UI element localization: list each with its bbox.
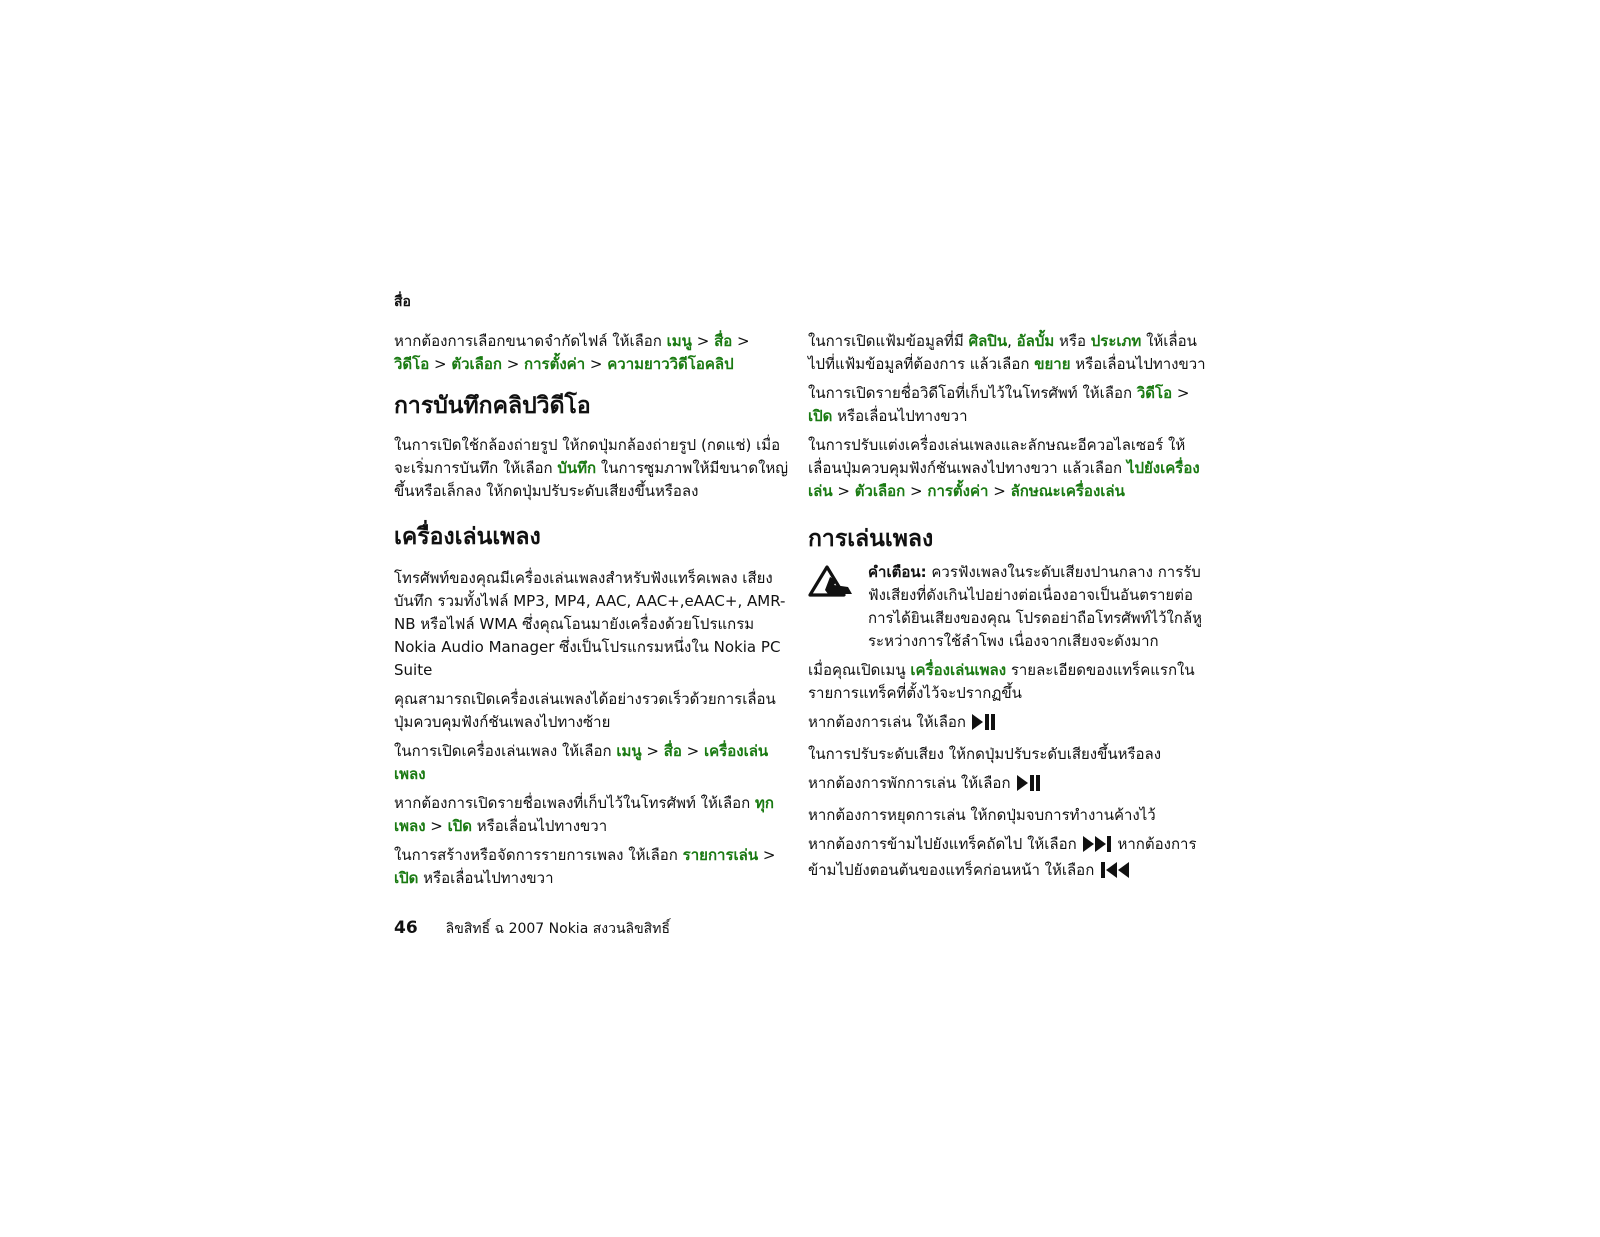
- skip-paragraph: หากต้องการข้ามไปยังแทร็คถัดไป ให้เลือก หากต้องการข้ามไปยังตอนต้นของแทร็คก่อนหน้า ให้เลือก: [808, 833, 1208, 885]
- page-number: 46: [394, 918, 418, 938]
- warning-note: [808, 561, 1208, 653]
- previous-track-icon: [1100, 862, 1130, 885]
- menu-path-item: สื่อ: [714, 332, 733, 350]
- menu-path-item: เมนู: [616, 742, 642, 760]
- play-pause-icon: [972, 714, 996, 737]
- next-track-icon: [1083, 836, 1113, 859]
- menu-path-item: ตัวเลือก: [854, 482, 906, 500]
- record-video-paragraph: ในการเปิดใช้กล้องถ่ายรูป ให้กดปุ่มกล้องถ่ายรูป (กดแช่) เมื่อจะเริ่มการบันทึก ให้เลือก บันทึก ในการซูมภาพให้มีขนาดใหญ่ขึ้นหรือเล็กลง ให้กดปุ่มปรับระดับเสียงขึ้นหรือลง: [394, 436, 789, 500]
- left-column: [394, 330, 789, 896]
- menu-path-item: ตัวเลือก: [451, 355, 502, 373]
- menu-path-item: วิดีโอ: [1136, 384, 1173, 402]
- music-player-heading: เครื่องเล่นเพลง: [394, 524, 541, 550]
- menu-path-item: เครื่องเล่นเพลง: [910, 661, 1007, 679]
- menu-path-item: เปิด: [394, 869, 419, 887]
- menu-path-item: ประเภท: [1090, 332, 1142, 350]
- quick-open-paragraph: คุณสามารถเปิดเครื่องเล่นเพลงได้อย่างรวดเร็วด้วยการเลื่อนปุ่มควบคุมฟังก์ชันเพลงไปทางซ้าย: [394, 690, 776, 731]
- menu-path-item: เครื่องเล่นเพลง: [394, 742, 769, 783]
- play-pause-icon: [1017, 775, 1041, 798]
- volume-paragraph: ในการปรับระดับเสียง ให้กดปุ่มปรับระดับเสียงขึ้นหรือลง: [808, 745, 1162, 763]
- menu-path-item: ทุกเพลง: [394, 794, 775, 835]
- section-header: สื่อ: [394, 294, 411, 310]
- open-player-paragraph: ในการเปิดเครื่องเล่นเพลง ให้เลือก เมนู > สื่อ > เครื่องเล่นเพลง: [394, 742, 769, 783]
- menu-path-item: เปิด: [808, 407, 833, 425]
- copyright-notice: ลิขสิทธิ์ ฉ 2007 Nokia สงวนลิขสิทธิ์: [445, 921, 670, 937]
- right-column: [808, 330, 1208, 891]
- menu-path-item: การตั้งค่า: [927, 482, 989, 500]
- pause-paragraph: หากต้องการพักการเล่น ให้เลือก: [808, 772, 1208, 798]
- menu-path-item: ศิลปิน: [968, 332, 1008, 350]
- playback-heading: การเล่นเพลง: [808, 526, 934, 552]
- menu-path-item: ลักษณะเครื่องเล่น: [1010, 482, 1125, 500]
- stop-paragraph: หากต้องการหยุดการเล่น ให้กดปุ่มจบการทำงานค้างไว้: [808, 806, 1156, 824]
- warning-triangle-icon: [808, 561, 868, 653]
- open-song-list-paragraph: หากต้องการเปิดรายชื่อเพลงที่เก็บไว้ในโทรศัพท์ ให้เลือก ทุกเพลง > เปิด หรือเลื่อนไปทางขวา: [394, 794, 775, 835]
- menu-path-item: เมนู: [666, 332, 692, 350]
- menu-path-item: ไปยังเครื่องเล่น: [808, 459, 1200, 500]
- menu-path-item: เปิด: [447, 817, 473, 835]
- warning-paragraph: คำเตือน: ควรฟังเพลงในระดับเสียงปานกลาง การรับฟังเสียงที่ดังเกินไปอย่างต่อเนื่องอาจเป็นอันตรายต่อการได้ยินเสียงของคุณ โปรดอย่าถือโทรศัพท์ไว้ใกล้หูระหว่างการใช้ลำโพง เนื่องจากเสียงจะดังมาก: [868, 563, 1203, 650]
- open-folder-paragraph: ในการเปิดแฟ้มข้อมูลที่มี ศิลปิน, อัลบั้ม หรือ ประเภท ให้เลื่อนไปที่แฟ้มข้อมูลที่ต้องการ แล้วเลือก ขยาย หรือเลื่อนไปทางขวา: [808, 332, 1206, 373]
- menu-path-item: ความยาววิดีโอคลิป: [607, 355, 734, 373]
- menu-path-item: วิดีโอ: [394, 355, 430, 373]
- menu-path-item: รายการเล่น: [682, 846, 759, 864]
- playlist-paragraph: ในการสร้างหรือจัดการรายการเพลง ให้เลือก รายการเล่น > เปิด หรือเลื่อนไปทางขวา: [394, 846, 776, 887]
- video-list-paragraph: ในการเปิดรายชื่อวิดีโอที่เก็บไว้ในโทรศัพท์ ให้เลือก วิดีโอ > เปิด หรือเลื่อนไปทางขวา: [808, 384, 1190, 425]
- menu-path-item: บันทึก: [557, 459, 597, 477]
- file-size-paragraph: หากต้องการเลือกขนาดจำกัดไฟล์ ให้เลือก เมนู > สื่อ > วิดีโอ > ตัวเลือก > การตั้งค่า > ความยาววิดีโอคลิป: [394, 332, 750, 373]
- menu-path-item: สื่อ: [663, 742, 682, 760]
- warning-label: คำเตือน:: [868, 563, 927, 581]
- menu-path-item: อัลบั้ม: [1016, 332, 1055, 350]
- equalizer-paragraph: ในการปรับแต่งเครื่องเล่นเพลงและลักษณะอีควอไลเซอร์ ให้เลื่อนปุ่มควบคุมฟังก์ชันเพลงไปทางขวา แล้วเลือก ไปยังเครื่องเล่น > ตัวเลือก > การตั้งค่า > ลักษณะเครื่องเล่น: [808, 436, 1200, 500]
- page-footer: [394, 918, 670, 940]
- record-video-heading: การบันทึกคลิปวิดีโอ: [394, 393, 591, 419]
- menu-path-item: การตั้งค่า: [524, 355, 586, 373]
- music-player-description: โทรศัพท์ของคุณมีเครื่องเล่นเพลงสำหรับฟังแทร็คเพลง เสียงบันทึก รวมทั้งไฟล์ MP3, MP4, AAC, AAC+,eAAC+, AMR-NB หรือไฟล์ WMA ซึ่งคุณโอนมายังเครื่องด้วยโปรแกรม Nokia Audio Manager ซึ่งเป็นโปรแกรมหนึ่งใน Nokia PC Suite: [394, 569, 786, 679]
- open-menu-paragraph: เมื่อคุณเปิดเมนู เครื่องเล่นเพลง รายละเอียดของแทร็คแรกในรายการแทร็คที่ตั้งไว้จะปรากฏขึ้น: [808, 661, 1195, 702]
- menu-path-item: ขยาย: [1034, 355, 1071, 373]
- play-paragraph: หากต้องการเล่น ให้เลือก: [808, 711, 1208, 737]
